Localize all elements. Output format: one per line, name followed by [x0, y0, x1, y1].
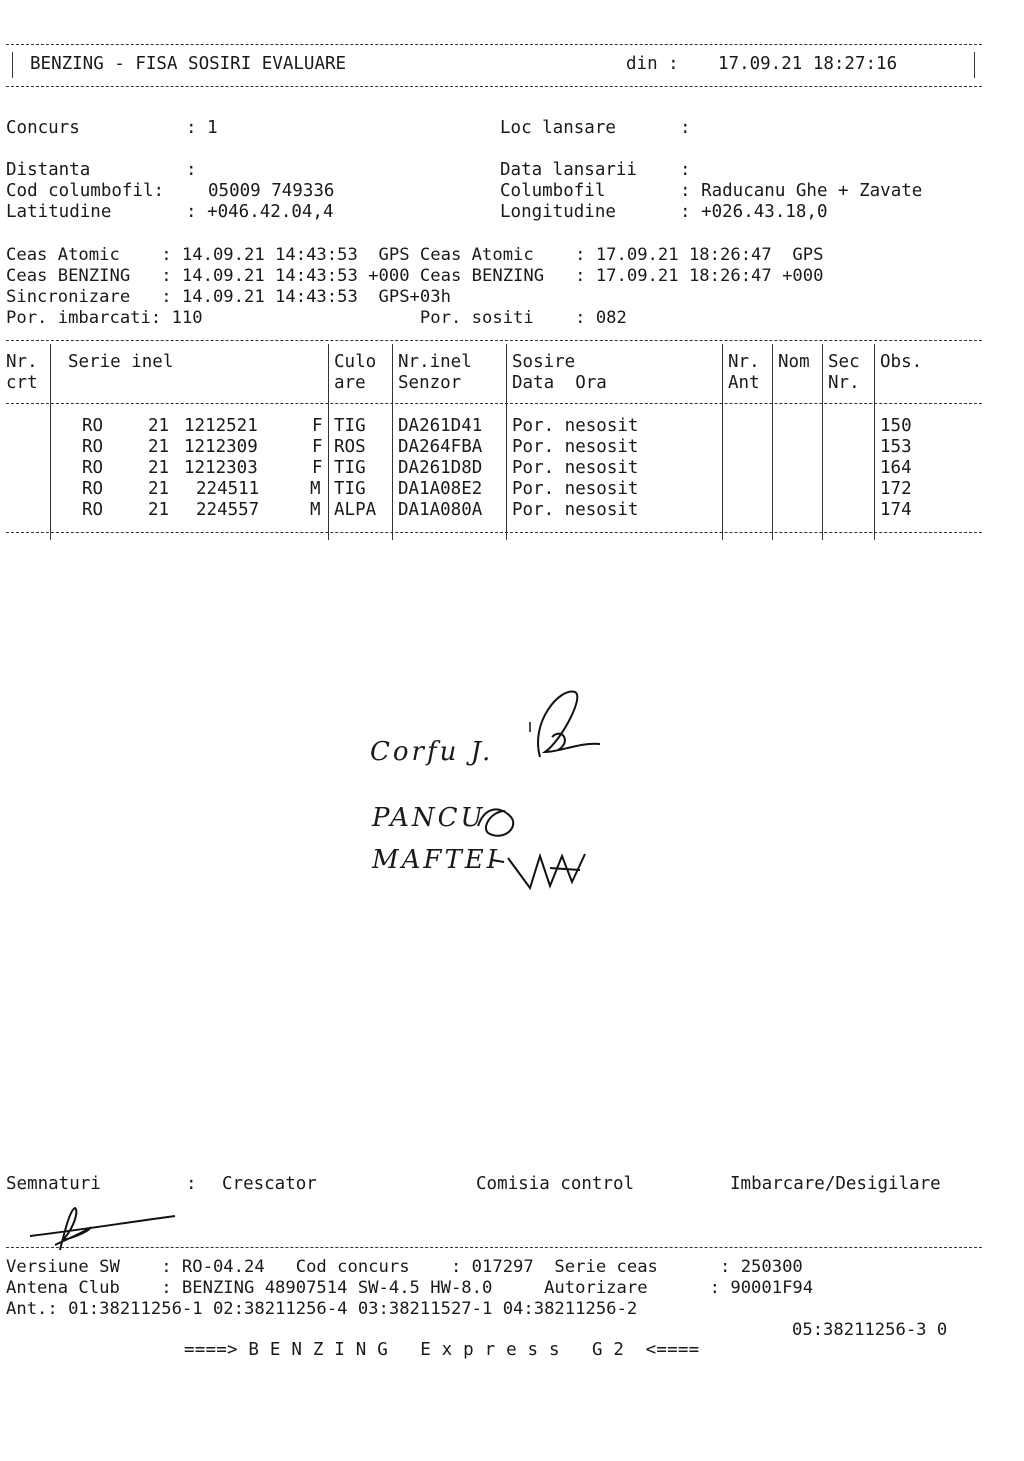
- longitudine-value: : +026.43.18,0: [680, 202, 828, 222]
- table-col-divider: [506, 344, 507, 540]
- sincronizare-line: Sincronizare : 14.09.21 14:43:53 GPS+03h: [6, 287, 451, 307]
- row-sensor: DA1A080A: [398, 500, 483, 520]
- row-obs: 150: [880, 416, 912, 436]
- row-obs: 172: [880, 479, 912, 499]
- row-sex: M: [310, 479, 321, 499]
- row-arrival: Por. nesosit: [512, 416, 639, 436]
- col-header-nr-inel: Nr.inel: [398, 352, 472, 372]
- row-arrival: Por. nesosit: [512, 437, 639, 457]
- col-header-obs: Obs.: [880, 352, 923, 372]
- row-sensor: DA261D8D: [398, 458, 483, 478]
- report-date-label: din :: [626, 54, 679, 74]
- signature-scribble-3: [490, 848, 600, 898]
- signature-scribble-1: [500, 682, 610, 782]
- col-header-serie-inel: Serie inel: [68, 352, 174, 372]
- handwritten-name-pancu: PANCU: [372, 803, 486, 833]
- col-header-crt: crt: [6, 373, 38, 393]
- row-country: RO: [82, 458, 104, 478]
- row-sensor: DA264FBA: [398, 437, 483, 457]
- row-color: ROS: [334, 437, 366, 457]
- crescator-signature: [20, 1200, 190, 1260]
- footer-ant-line: Ant.: 01:38211256-1 02:38211256-4 03:38211527-1 04:38211256-2: [6, 1299, 638, 1319]
- row-obs: 153: [880, 437, 912, 457]
- row-arrival: Por. nesosit: [512, 479, 639, 499]
- table-bottom-border: [6, 532, 982, 533]
- clock-line-atomic: Ceas Atomic : 14.09.21 14:43:53 GPS Ceas Atomic : 17.09.21 18:26:47 GPS: [6, 245, 824, 265]
- table-col-divider: [772, 344, 773, 540]
- handwritten-name-corfu: Corfu J.: [370, 737, 494, 767]
- footer-version-line: Versiune SW : RO-04.24 Cod concurs : 017297 Serie ceas : 250300: [6, 1257, 803, 1277]
- row-sex: F: [312, 416, 323, 436]
- col-header-ant: Ant: [728, 373, 760, 393]
- loc-lansare-label: Loc lansare: [500, 118, 616, 138]
- row-ring-number: 224511: [196, 479, 260, 499]
- row-sensor: DA261D41: [398, 416, 483, 436]
- signatures-label: Semnaturi: [6, 1174, 101, 1194]
- row-country: RO: [82, 500, 104, 520]
- col-header-sec-nr: Nr.: [828, 373, 860, 393]
- handwritten-name-maftei: MAFTEI: [372, 845, 501, 875]
- col-header-culoare-2: are: [334, 373, 366, 393]
- header-right-border: [974, 52, 975, 78]
- row-obs: 174: [880, 500, 912, 520]
- signature-scribble-2: [470, 796, 530, 846]
- row-arrival: Por. nesosit: [512, 500, 639, 520]
- concurs-value: : 1: [186, 118, 218, 138]
- row-sex: M: [310, 500, 321, 520]
- signature-comisia-label: Comisia control: [476, 1174, 635, 1194]
- col-header-nr: Nr.: [6, 352, 38, 372]
- row-color: TIG: [334, 479, 366, 499]
- report-date: 17.09.21 18:27:16: [718, 54, 898, 74]
- table-col-divider: [822, 344, 823, 540]
- distanta-value: :: [186, 160, 197, 180]
- footer-antena-line: Antena Club : BENZING 48907514 SW-4.5 HW-8.0 Autorizare : 90001F94: [6, 1278, 814, 1298]
- table-header-separator: [6, 403, 982, 404]
- row-sex: F: [312, 458, 323, 478]
- col-header-culoare: Culo: [334, 352, 377, 372]
- table-col-divider: [392, 344, 393, 540]
- col-header-data-ora: Data Ora: [512, 373, 607, 393]
- columbofil-value: : Raducanu Ghe + Zavate: [680, 181, 923, 201]
- row-color: TIG: [334, 416, 366, 436]
- row-color: ALPA: [334, 500, 377, 520]
- row-color: TIG: [334, 458, 366, 478]
- loc-lansare-value: :: [680, 118, 691, 138]
- row-ring-number: 224557: [196, 500, 260, 520]
- row-year: 21: [148, 500, 170, 520]
- footer-brand: ====> B E N Z I N G E x p r e s s G 2 <====: [184, 1340, 700, 1360]
- longitudine-label: Longitudine: [500, 202, 616, 222]
- table-top-border: [6, 340, 982, 341]
- signature-crescator-label: Crescator: [222, 1174, 317, 1194]
- cod-columbofil-label: Cod columbofil:: [6, 181, 165, 201]
- table-col-divider: [874, 344, 875, 540]
- clock-line-benzing: Ceas BENZING : 14.09.21 14:43:53 +000 Ceas BENZING : 17.09.21 18:26:47 +000: [6, 266, 824, 286]
- distanta-label: Distanta: [6, 160, 91, 180]
- signatures-colon: :: [186, 1174, 197, 1194]
- row-arrival: Por. nesosit: [512, 458, 639, 478]
- concurs-label: Concurs: [6, 118, 80, 138]
- row-obs: 164: [880, 458, 912, 478]
- header-left-border: [12, 52, 13, 78]
- header-top-border: [6, 44, 982, 45]
- row-year: 21: [148, 479, 170, 499]
- row-sensor: DA1A08E2: [398, 479, 483, 499]
- porumbei-line: Por. imbarcati: 110 Por. sositi : 082: [6, 308, 627, 328]
- signature-imbarcare-label: Imbarcare/Desigilare: [730, 1174, 941, 1194]
- col-header-nom: Nom: [778, 352, 810, 372]
- footer-separator: [6, 1247, 982, 1248]
- row-country: RO: [82, 479, 104, 499]
- footer-ant-line-2: 05:38211256-3 0: [792, 1320, 948, 1340]
- data-lansarii-label: Data lansarii: [500, 160, 637, 180]
- col-header-sosire: Sosire: [512, 352, 576, 372]
- row-ring-number: 1212521: [184, 416, 258, 436]
- row-year: 21: [148, 416, 170, 436]
- latitudine-value: : +046.42.04,4: [186, 202, 334, 222]
- report-title: BENZING - FISA SOSIRI EVALUARE: [30, 54, 347, 74]
- table-col-divider: [722, 344, 723, 540]
- data-lansarii-value: :: [680, 160, 691, 180]
- row-sex: F: [312, 437, 323, 457]
- header-bottom-border: [6, 86, 982, 87]
- row-country: RO: [82, 437, 104, 457]
- row-ring-number: 1212303: [184, 458, 258, 478]
- col-header-senzor: Senzor: [398, 373, 462, 393]
- col-header-nr-ant: Nr.: [728, 352, 760, 372]
- col-header-sec: Sec: [828, 352, 860, 372]
- row-year: 21: [148, 458, 170, 478]
- columbofil-label: Columbofil: [500, 181, 606, 201]
- table-col-divider: [50, 344, 51, 540]
- row-year: 21: [148, 437, 170, 457]
- row-ring-number: 1212309: [184, 437, 258, 457]
- row-country: RO: [82, 416, 104, 436]
- table-col-divider: [328, 344, 329, 540]
- latitudine-label: Latitudine: [6, 202, 112, 222]
- cod-columbofil-value: 05009 749336: [208, 181, 335, 201]
